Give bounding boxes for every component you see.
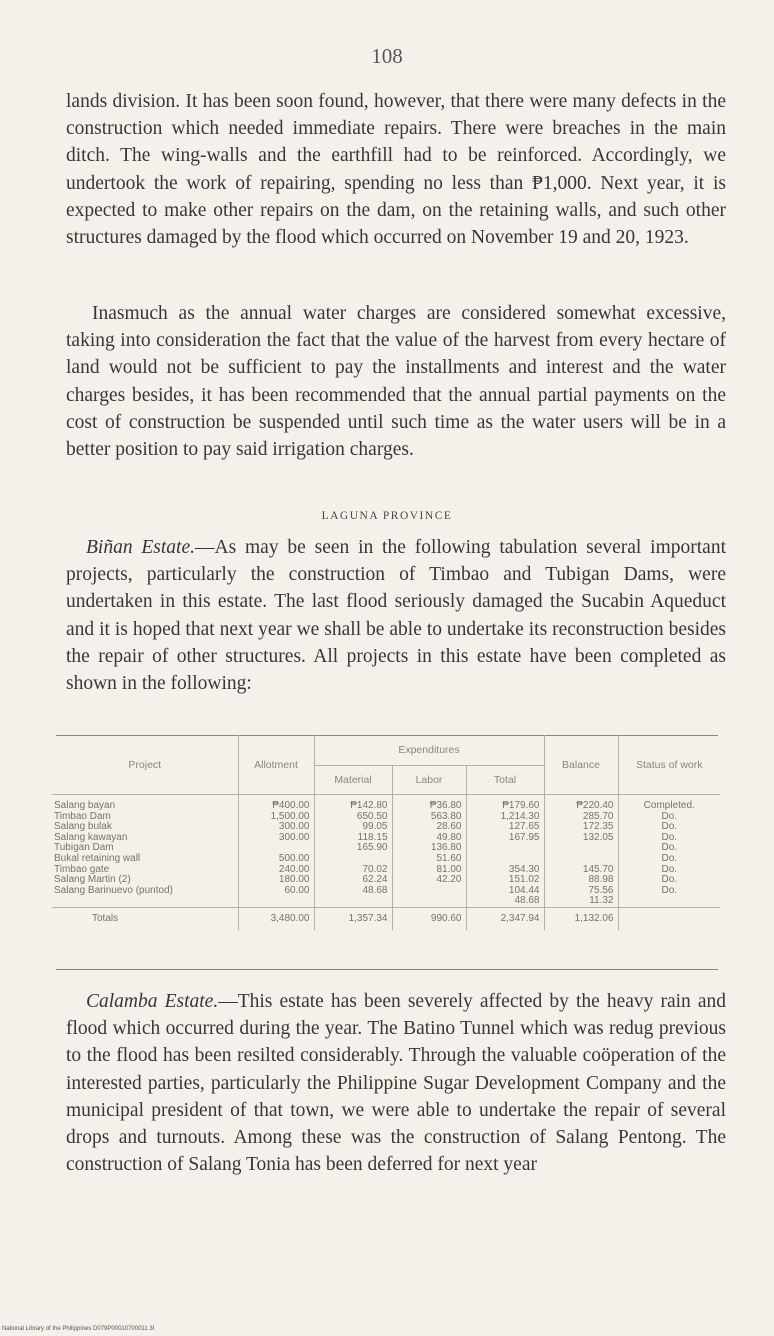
cell-total: 1,214.30 <box>466 812 544 823</box>
cell-project: Salang bulak <box>54 821 112 833</box>
cell-material <box>314 896 392 907</box>
cell-balance: 132.05 <box>544 833 618 844</box>
cell-labor: 28.60 <box>392 822 466 833</box>
cell-labor: 563.80 <box>392 812 466 823</box>
library-credit: National Library of the Philippines D079P00010700011 3I <box>2 1326 155 1332</box>
cell-labor <box>392 896 466 907</box>
cell-total: 104.44 <box>466 886 544 897</box>
cell-total: 127.65 <box>466 822 544 833</box>
cell-project: Bukal retaining wall <box>54 852 141 864</box>
header-expenditures: Expenditures <box>314 735 544 766</box>
cell-labor: 136.80 <box>392 843 466 854</box>
totals-allotment: 3,480.00 <box>238 907 314 930</box>
cell-allotment: 180.00 <box>238 875 314 886</box>
cell-material: 650.50 <box>314 812 392 823</box>
cell-status <box>618 896 720 907</box>
cell-balance <box>544 854 618 865</box>
cell-labor: ₱36.80 <box>392 801 466 812</box>
cell-balance: 145.70 <box>544 865 618 876</box>
binan-estate-title: Biñan Estate. <box>86 537 196 558</box>
totals-labor: 990.60 <box>392 907 466 930</box>
cell-project: Salang kawayan <box>54 831 128 843</box>
paragraph-binan-estate <box>66 534 726 697</box>
cell-material <box>314 854 392 865</box>
paragraph-calamba-estate <box>66 988 726 1178</box>
projects-table-body <box>52 795 720 930</box>
cell-balance: ₱220.40 <box>544 801 618 812</box>
cell-balance <box>544 843 618 854</box>
cell-total: 48.68 <box>466 896 544 907</box>
cell-balance: 75.56 <box>544 886 618 897</box>
cell-total: 151.02 <box>466 875 544 886</box>
cell-status: Do. <box>618 833 720 844</box>
table-bottom-rule <box>56 969 718 970</box>
header-project: Project <box>52 735 238 795</box>
cell-labor: 49.80 <box>392 833 466 844</box>
totals-total: 2,347.94 <box>466 907 544 930</box>
cell-balance: 172.35 <box>544 822 618 833</box>
cell-material: 165.90 <box>314 843 392 854</box>
cell-balance: 285.70 <box>544 812 618 823</box>
cell-status: Do. <box>618 875 720 886</box>
binan-estate-body: —As may be seen in the following tabulation several important projects, particularly the construction of Timbao and Tubigan Dams, were undertaken in this estate. The last flood seriously damaged the Sucabin Aqueduct and it is hoped that next year we shall be able to undertake its reconstruction besides the repair of other structures. All projects in this estate have been completed as shown in the following: <box>66 537 726 695</box>
cell-status: Completed. <box>618 801 720 812</box>
totals-label: Totals <box>52 907 238 930</box>
totals-material: 1,357.34 <box>314 907 392 930</box>
calamba-estate-title: Calamba Estate. <box>86 991 219 1012</box>
cell-project: Timbao Dam <box>54 810 111 822</box>
header-labor: Labor <box>392 766 466 795</box>
cell-status: Do. <box>618 822 720 833</box>
cell-material: ₱142.80 <box>314 801 392 812</box>
projects-table-container <box>52 735 720 967</box>
header-allotment: Allotment <box>238 735 314 795</box>
cell-allotment: 1,500.00 <box>238 812 314 823</box>
page-number: 108 <box>371 44 403 68</box>
cell-material: 62.24 <box>314 875 392 886</box>
cell-project <box>52 896 238 907</box>
cell-material: 118.15 <box>314 833 392 844</box>
cell-allotment: 240.00 <box>238 865 314 876</box>
cell-status: Do. <box>618 812 720 823</box>
header-material: Material <box>314 766 392 795</box>
cell-total: ₱179.60 <box>466 801 544 812</box>
paragraph-water-charges: Inasmuch as the annual water charges are considered somewhat excessive, taking into consideration the fact that the value of the harvest from every hectare of land would not be sufficient to pay the installments and interest and the water charges besides, it has been recommended that the annual partial payments on the cost of construction be suspended until such time as the water users will be in a better position to pay said irrigation charges. <box>66 303 726 461</box>
cell-total <box>466 854 544 865</box>
cell-project: Timbao gate <box>54 863 110 875</box>
cell-balance: 88.98 <box>544 875 618 886</box>
cell-material: 70.02 <box>314 865 392 876</box>
cell-allotment: 500.00 <box>238 854 314 865</box>
cell-labor: 81.00 <box>392 865 466 876</box>
table-row <box>52 886 720 897</box>
section-heading-laguna: LAGUNA PROVINCE <box>321 510 453 522</box>
header-total: Total <box>466 766 544 795</box>
paragraph-lands-division: lands division. It has been soon found, however, that there were many defects in the construction which needed immediate repairs. There were breaches in the main ditch. The wing-walls and the earthfill had to be reinforced. Accordingly, we undertook the work of repairing, spending no less than ₱1,000. Next year, it is expected to make other repairs on the dam, on the retaining walls, and such other structures damaged by the flood which occurred on November 19 and 20, 1923. <box>66 91 726 249</box>
totals-balance: 1,132.06 <box>544 907 618 930</box>
cell-total: 167.95 <box>466 833 544 844</box>
cell-allotment: ₱400.00 <box>238 801 314 812</box>
cell-allotment: 60.00 <box>238 886 314 897</box>
projects-table <box>52 735 720 930</box>
cell-status: Do. <box>618 854 720 865</box>
cell-labor <box>392 886 466 897</box>
calamba-estate-body: —This estate has been severely affected by the heavy rain and flood which occurred during the year. The Batino Tunnel which was redug previous to the flood has been resilted considerably. Through the valuable coöperation of the interested parties, particularly the Philippine Sugar Development Company and the municipal president of that town, we were able to undertake the repair of several drops and turnouts. Among these was the construction of Salang Pentong. The construction of Salang Tonia has been deferred for next year <box>66 991 727 1176</box>
cell-labor: 51.60 <box>392 854 466 865</box>
cell-status: Do. <box>618 886 720 897</box>
cell-total: 354.30 <box>466 865 544 876</box>
header-status: Status of work <box>618 735 720 795</box>
table-row <box>52 843 720 854</box>
totals-row <box>52 907 720 930</box>
table-row <box>52 854 720 865</box>
cell-allotment: 300.00 <box>238 822 314 833</box>
cell-material: 48.68 <box>314 886 392 897</box>
table-row <box>52 896 720 907</box>
cell-material: 99.05 <box>314 822 392 833</box>
cell-project: Salang bayan <box>54 800 116 811</box>
table-row <box>52 801 720 812</box>
cell-status: Do. <box>618 865 720 876</box>
cell-allotment: 300.00 <box>238 833 314 844</box>
cell-project: Salang Martin (2) <box>54 874 131 886</box>
cell-allotment <box>238 896 314 907</box>
cell-balance: 11.32 <box>544 896 618 907</box>
cell-total <box>466 843 544 854</box>
cell-labor: 42.20 <box>392 875 466 886</box>
cell-project: Tubigan Dam <box>54 842 114 854</box>
header-balance: Balance <box>544 735 618 795</box>
cell-project: Salang Barinuevo (puntod) <box>54 884 173 896</box>
cell-status: Do. <box>618 843 720 854</box>
